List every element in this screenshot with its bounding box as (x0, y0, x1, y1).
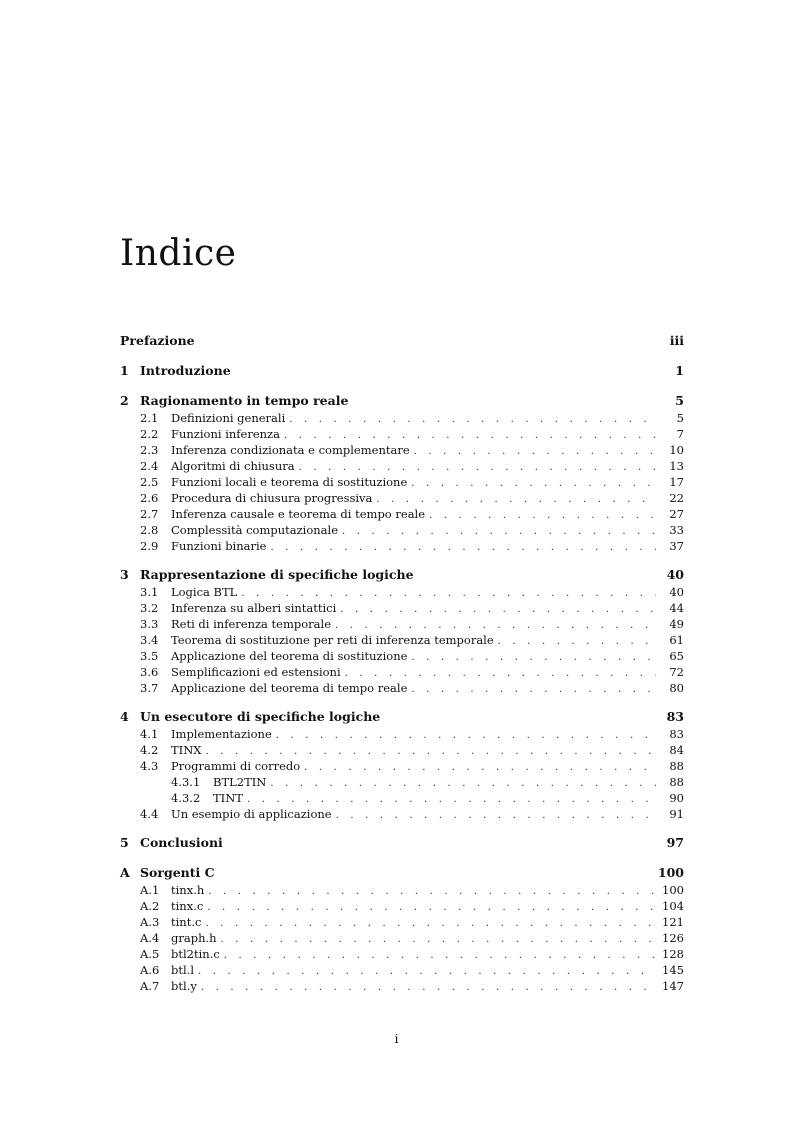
toc-spacer (120, 823, 684, 835)
section-number: 3.5 (140, 649, 159, 663)
section-page: 72 (669, 665, 684, 679)
section-page: 7 (676, 427, 684, 441)
page-number: i (394, 1031, 399, 1046)
page-title: Indice (120, 233, 237, 274)
preface-title: Prefazione (120, 333, 195, 348)
section-number: A.5 (140, 947, 160, 961)
dot-leader (289, 414, 656, 425)
toc-spacer (120, 381, 684, 393)
chapter-title: Un esecutore di specifiche logiche (140, 709, 381, 724)
toc-subsection-entry[interactable] (120, 791, 684, 807)
dot-leader (221, 934, 656, 945)
toc-section-entry[interactable] (120, 915, 684, 931)
section-title: Algoritmi di chiusura (171, 459, 295, 473)
chapter-number: 4 (120, 709, 129, 724)
section-number: 2.7 (140, 507, 159, 521)
chapter-title: Sorgenti C (140, 865, 215, 880)
dot-leader (345, 668, 656, 679)
section-page: 5 (676, 411, 684, 425)
section-page: 145 (662, 963, 684, 977)
section-title: BTL2TIN (213, 775, 267, 789)
section-number: 2.6 (140, 491, 159, 505)
section-title: btl.y (171, 979, 197, 993)
chapter-page: 83 (666, 709, 684, 724)
section-number: 2.1 (140, 411, 159, 425)
section-number: 4.3.2 (171, 791, 201, 805)
dot-leader (270, 778, 656, 789)
dot-leader (299, 462, 656, 473)
section-title: Logica BTL (171, 585, 238, 599)
section-title: Un esempio di applicazione (171, 807, 332, 821)
toc-section-entry[interactable] (120, 883, 684, 899)
dot-leader (224, 950, 656, 961)
section-number: A.6 (140, 963, 160, 977)
chapter-page: 97 (666, 835, 684, 850)
section-title: Implementazione (171, 727, 272, 741)
toc-subsection-entry[interactable] (120, 775, 684, 791)
section-title: Inferenza condizionata e complementare (171, 443, 410, 457)
section-title: Procedura di chiusura progressiva (171, 491, 373, 505)
chapter-number: 5 (120, 835, 129, 850)
toc-spacer (120, 697, 684, 709)
toc-spacer (120, 853, 684, 865)
section-page: 147 (662, 979, 684, 993)
section-title: Semplificazioni ed estensioni (171, 665, 341, 679)
section-page: 17 (669, 475, 684, 489)
section-page: 10 (669, 443, 684, 457)
toc-section-entry[interactable] (120, 459, 684, 475)
toc-section-entry[interactable] (120, 427, 684, 443)
toc-section-entry[interactable] (120, 411, 684, 427)
section-number: 3.4 (140, 633, 159, 647)
dot-leader (336, 810, 656, 821)
section-number: 4.3.1 (171, 775, 201, 789)
dot-leader (411, 478, 656, 489)
section-title: btl.l (171, 963, 194, 977)
dot-leader (201, 982, 656, 993)
section-title: Complessità computazionale (171, 523, 339, 537)
section-number: 3.3 (140, 617, 159, 631)
chapter-page: 5 (675, 393, 684, 408)
section-page: 49 (669, 617, 684, 631)
section-number: A.1 (140, 883, 160, 897)
section-title: Funzioni binarie (171, 539, 267, 553)
dot-leader (205, 746, 656, 757)
section-page: 121 (662, 915, 684, 929)
section-title: Funzioni locali e teorema di sostituzione (171, 475, 408, 489)
toc-section-entry[interactable] (120, 963, 684, 979)
dot-leader (284, 430, 656, 441)
section-title: tint.c (171, 915, 202, 929)
section-page: 90 (669, 791, 684, 805)
dot-leader (340, 604, 656, 615)
section-page: 126 (662, 931, 684, 945)
section-title: tinx.c (171, 899, 204, 913)
toc-section-entry[interactable] (120, 539, 684, 555)
chapter-title: Rappresentazione di specifiche logiche (140, 567, 414, 582)
chapter-title: Ragionamento in tempo reale (140, 393, 349, 408)
dot-leader (376, 494, 656, 505)
dot-leader (205, 918, 656, 929)
toc-section-entry[interactable] (120, 443, 684, 459)
section-page: 13 (669, 459, 684, 473)
section-page: 33 (669, 523, 684, 537)
toc-chapter-entry[interactable] (120, 865, 684, 883)
section-number: 3.1 (140, 585, 159, 599)
chapter-number: 2 (120, 393, 129, 408)
toc-section-entry[interactable] (120, 743, 684, 759)
toc-chapter-entry[interactable] (120, 567, 684, 585)
section-page: 84 (669, 743, 684, 757)
section-number: 3.2 (140, 601, 159, 615)
toc-preface-entry[interactable] (120, 333, 684, 351)
section-number: 3.6 (140, 665, 159, 679)
toc-section-entry[interactable] (120, 931, 684, 947)
toc-section-entry[interactable] (120, 617, 684, 633)
toc-section-entry[interactable] (120, 585, 684, 601)
dot-leader (198, 966, 656, 977)
toc-spacer (120, 555, 684, 567)
section-number: A.4 (140, 931, 160, 945)
toc-section-entry[interactable] (120, 727, 684, 743)
toc-section-entry[interactable] (120, 947, 684, 963)
chapter-number: A (120, 865, 130, 880)
dot-leader (208, 886, 656, 897)
chapter-page: 1 (675, 363, 684, 378)
dot-leader (342, 526, 656, 537)
section-page: 27 (669, 507, 684, 521)
section-title: Inferenza causale e teorema di tempo reale (171, 507, 426, 521)
section-title: graph.h (171, 931, 217, 945)
section-page: 104 (662, 899, 684, 913)
section-number: 2.5 (140, 475, 159, 489)
section-number: A.7 (140, 979, 160, 993)
section-page: 44 (669, 601, 684, 615)
section-number: 4.2 (140, 743, 159, 757)
dot-leader (411, 652, 656, 663)
section-number: 3.7 (140, 681, 159, 695)
section-title: btl2tin.c (171, 947, 220, 961)
toc-section-entry[interactable] (120, 507, 684, 523)
toc-section-entry[interactable] (120, 759, 684, 775)
dot-leader (241, 588, 656, 599)
dot-leader (335, 620, 656, 631)
toc-chapter-entry[interactable] (120, 393, 684, 411)
toc-section-entry[interactable] (120, 807, 684, 823)
dot-leader (276, 730, 656, 741)
toc-chapter-entry[interactable] (120, 363, 684, 381)
dot-leader (207, 902, 656, 913)
dot-leader (414, 446, 656, 457)
dot-leader (247, 794, 656, 805)
toc-section-entry[interactable] (120, 649, 684, 665)
toc-section-entry[interactable] (120, 491, 684, 507)
preface-page: iii (669, 333, 684, 348)
section-title: Inferenza su alberi sintattici (171, 601, 337, 615)
chapter-title: Conclusioni (140, 835, 223, 850)
section-number: 2.8 (140, 523, 159, 537)
chapter-title: Introduzione (140, 363, 231, 378)
section-page: 37 (669, 539, 684, 553)
section-number: 2.2 (140, 427, 159, 441)
section-page: 88 (669, 775, 684, 789)
section-title: Funzioni inferenza (171, 427, 280, 441)
section-number: 2.9 (140, 539, 159, 553)
toc-section-entry[interactable] (120, 665, 684, 681)
section-title: Applicazione del teorema di sostituzione (171, 649, 408, 663)
dot-leader (411, 684, 656, 695)
section-page: 61 (669, 633, 684, 647)
toc-spacer (120, 351, 684, 363)
table-of-contents (120, 333, 684, 995)
toc-chapter-entry[interactable] (120, 835, 684, 853)
toc-chapter-entry[interactable] (120, 709, 684, 727)
dot-leader (429, 510, 656, 521)
section-number: 4.1 (140, 727, 159, 741)
section-number: A.2 (140, 899, 160, 913)
section-number: A.3 (140, 915, 160, 929)
section-number: 2.3 (140, 443, 159, 457)
chapter-number: 3 (120, 567, 129, 582)
section-page: 128 (662, 947, 684, 961)
section-title: TINX (171, 743, 202, 757)
section-page: 88 (669, 759, 684, 773)
section-number: 2.4 (140, 459, 159, 473)
dot-leader (304, 762, 656, 773)
section-page: 83 (669, 727, 684, 741)
section-page: 65 (669, 649, 684, 663)
toc-section-entry[interactable] (120, 979, 684, 995)
section-page: 100 (662, 883, 684, 897)
section-page: 40 (669, 585, 684, 599)
section-page: 22 (669, 491, 684, 505)
dot-leader (498, 636, 656, 647)
section-title: Applicazione del teorema di tempo reale (171, 681, 408, 695)
section-page: 91 (669, 807, 684, 821)
section-title: Definizioni generali (171, 411, 286, 425)
chapter-page: 40 (666, 567, 684, 582)
chapter-number: 1 (120, 363, 129, 378)
toc-section-entry[interactable] (120, 633, 684, 649)
section-title: TINT (213, 791, 243, 805)
toc-section-entry[interactable] (120, 523, 684, 539)
toc-section-entry[interactable] (120, 601, 684, 617)
toc-chapters (120, 351, 684, 995)
dot-leader (270, 542, 656, 553)
section-title: tinx.h (171, 883, 205, 897)
section-title: Teorema di sostituzione per reti di inferenza temporale (171, 633, 494, 647)
section-number: 4.3 (140, 759, 159, 773)
section-title: Reti di inferenza temporale (171, 617, 331, 631)
toc-section-entry[interactable] (120, 899, 684, 915)
section-number: 4.4 (140, 807, 159, 821)
chapter-page: 100 (657, 865, 684, 880)
toc-section-entry[interactable] (120, 475, 684, 491)
toc-section-entry[interactable] (120, 681, 684, 697)
section-title: Programmi di corredo (171, 759, 301, 773)
section-page: 80 (669, 681, 684, 695)
